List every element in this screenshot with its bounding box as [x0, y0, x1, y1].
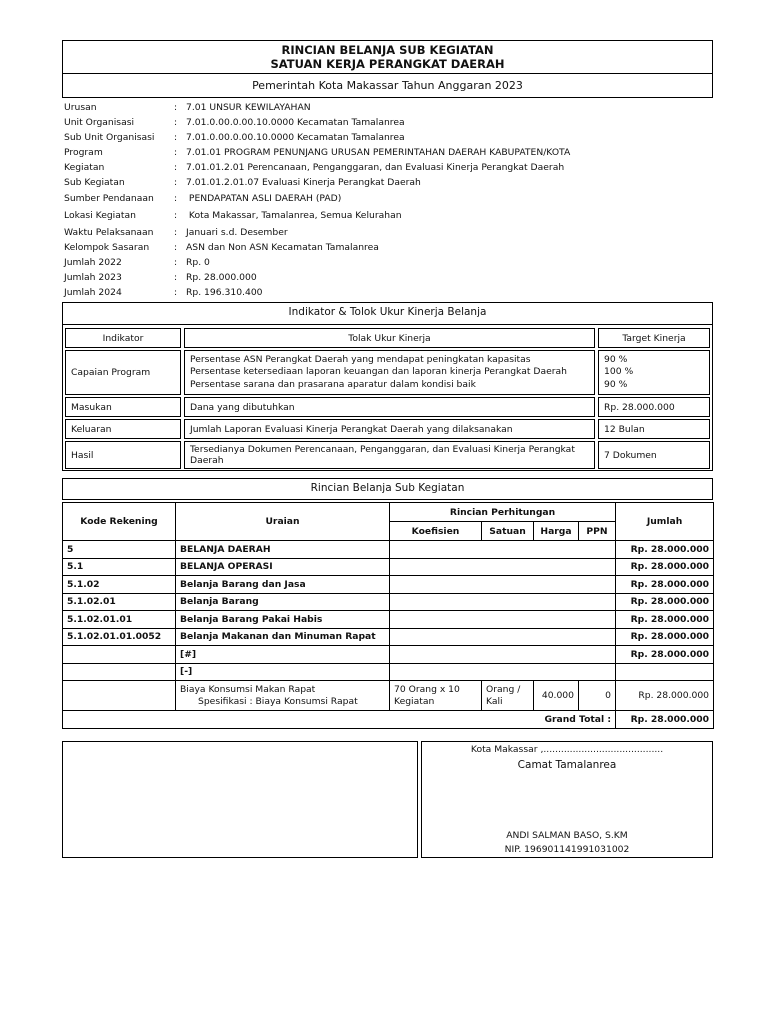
info-value: 7.01 UNSUR KEWILAYAHAN	[186, 102, 311, 114]
item-koefisien-cell	[390, 681, 482, 711]
col-ppn: PPN	[579, 522, 616, 541]
info-label: Jumlah 2024	[64, 287, 122, 299]
item-ppn-cell: 0	[579, 681, 616, 711]
item-uraian-line-1: Biaya Konsumsi Makan Rapat	[180, 683, 316, 695]
table-row	[63, 663, 714, 681]
capaian-tolak-3: Persentase sarana dan prasarana aparatur dalam kondisi baik	[190, 378, 476, 390]
info-label: Jumlah 2022	[64, 257, 122, 269]
item-satuan-line-2: Kali	[486, 695, 503, 707]
jumlah-cell: Rp. 28.000.000	[616, 611, 714, 629]
uraian-cell: [#]	[176, 646, 390, 664]
info-row	[64, 208, 714, 223]
document-title	[62, 43, 713, 71]
info-colon: :	[174, 132, 178, 144]
indikator-title-divider	[62, 324, 713, 325]
info-row	[64, 240, 714, 255]
header-divider	[62, 73, 713, 74]
perhitungan-cell	[390, 628, 616, 646]
kode-rekening-cell: 5.1.02.01.01	[63, 611, 176, 629]
hasil-target: 7 Dokumen	[598, 441, 710, 469]
item-koefisien-line-2: Kegiatan	[394, 695, 435, 707]
capaian-tolak-2: Persentase ketersediaan laporan keuangan dan laporan kinerja Perangkat Daerah	[190, 366, 567, 378]
document-subtitle: Pemerintah Kota Makassar Tahun Anggaran 2023	[252, 79, 523, 92]
info-label: Sub Unit Organisasi	[64, 132, 155, 144]
info-label: Lokasi Kegiatan	[64, 210, 136, 222]
perhitungan-cell	[390, 593, 616, 611]
kode-rekening-cell: 5.1.02.01	[63, 593, 176, 611]
info-colon: :	[174, 117, 178, 129]
info-label: Unit Organisasi	[64, 117, 135, 129]
uraian-cell: BELANJA OPERASI	[176, 558, 390, 576]
info-label: Program	[64, 147, 103, 159]
uraian-cell: Belanja Barang	[176, 593, 390, 611]
info-value: 7.01.01 PROGRAM PENUNJANG URUSAN PEMERINTAHAN DAERAH KABUPATEN/KOTA	[186, 147, 571, 159]
info-row	[64, 270, 714, 285]
jumlah-cell: Rp. 28.000.000	[616, 593, 714, 611]
table-row	[63, 541, 714, 559]
hasil-tolak-2: Daerah	[190, 455, 224, 466]
kode-rekening-cell: 5.1.02	[63, 576, 176, 594]
table-row	[63, 611, 714, 629]
masukan-target: Rp. 28.000.000	[598, 397, 710, 417]
info-colon: :	[174, 272, 178, 284]
kode-rekening-cell: 5	[63, 541, 176, 559]
info-colon: :	[174, 210, 178, 222]
item-harga-cell: 40.000	[534, 681, 579, 711]
info-value: ASN dan Non ASN Kecamatan Tamalanrea	[186, 242, 379, 254]
item-jumlah-cell: Rp. 28.000.000	[616, 681, 714, 711]
grand-total-label: Grand Total :	[63, 711, 616, 729]
uraian-cell: [-]	[176, 663, 390, 681]
capaian-target-2: 100 %	[604, 366, 634, 378]
table-row	[63, 593, 714, 611]
capaian-target-1: 90 %	[604, 353, 628, 365]
signature-nip: NIP. 196901141991031002	[504, 844, 630, 855]
kode-rekening-cell	[63, 663, 176, 681]
keluaran-label: Keluaran	[65, 419, 181, 439]
item-uraian-cell	[176, 681, 390, 711]
signature-name: ANDI SALMAN BASO, S.KM	[506, 830, 628, 841]
kode-rekening-cell	[63, 646, 176, 664]
col-target: Target Kinerja	[598, 328, 710, 348]
info-value: 7.01.0.00.0.00.10.0000 Kecamatan Tamalanrea	[186, 117, 405, 129]
perhitungan-cell	[390, 646, 616, 664]
masukan-tolak: Dana yang dibutuhkan	[184, 397, 595, 417]
signature-left-box	[62, 741, 418, 858]
info-value: Rp. 196.310.400	[186, 287, 263, 299]
keluaran-target: 12 Bulan	[598, 419, 710, 439]
info-row	[64, 160, 714, 175]
table-row	[63, 628, 714, 646]
capaian-tolak-1: Persentase ASN Perangkat Daerah yang mendapat peningkatan kapasitas	[190, 353, 531, 365]
col-satuan: Satuan	[482, 522, 534, 541]
capaian-tolak	[184, 350, 595, 395]
perhitungan-cell	[390, 558, 616, 576]
grand-total-row	[63, 711, 714, 729]
signature-place: Kota Makassar ,.........................................	[470, 744, 664, 755]
capaian-target-3: 90 %	[604, 378, 628, 390]
title-line-2: SATUAN KERJA PERANGKAT DAERAH	[270, 57, 505, 71]
col-uraian: Uraian	[176, 503, 390, 541]
info-value: 7.01.01.2.01.07 Evaluasi Kinerja Perangkat Daerah	[186, 177, 421, 189]
col-tolak-ukur: Tolak Ukur Kinerja	[184, 328, 595, 348]
info-value: 7.01.0.00.0.00.10.0000 Kecamatan Tamalanrea	[186, 132, 405, 144]
table-row	[63, 576, 714, 594]
info-value: PENDAPATAN ASLI DAERAH (PAD)	[186, 193, 342, 205]
jumlah-cell: Rp. 28.000.000	[616, 646, 714, 664]
table-row	[63, 646, 714, 664]
jumlah-cell: Rp. 28.000.000	[616, 628, 714, 646]
col-rincian-perhitungan: Rincian Perhitungan	[390, 503, 616, 522]
col-kode-rekening: Kode Rekening	[63, 503, 176, 541]
item-spesifikasi: Spesifikasi : Biaya Konsumsi Rapat	[198, 695, 358, 707]
kode-rekening-cell	[63, 681, 176, 711]
keluaran-tolak: Jumlah Laporan Evaluasi Kinerja Perangkat Daerah yang dilaksanakan	[184, 419, 595, 439]
table-row	[63, 558, 714, 576]
info-row	[64, 130, 714, 145]
item-satuan-line-1: Orang /	[486, 683, 521, 695]
info-colon: :	[174, 147, 178, 159]
info-row	[64, 225, 714, 240]
info-label: Urusan	[64, 102, 97, 114]
info-colon: :	[174, 177, 178, 189]
info-colon: :	[174, 242, 178, 254]
capaian-label: Capaian Program	[65, 350, 181, 395]
col-indikator: Indikator	[65, 328, 181, 348]
info-colon: :	[174, 102, 178, 114]
jumlah-cell: Rp. 28.000.000	[616, 576, 714, 594]
indikator-section-title: Indikator & Tolok Ukur Kinerja Belanja	[288, 306, 487, 318]
info-value: Januari s.d. Desember	[186, 227, 288, 239]
info-value: Rp. 28.000.000	[186, 272, 257, 284]
item-satuan-cell	[482, 681, 534, 711]
info-row	[64, 285, 714, 300]
title-line-1: RINCIAN BELANJA SUB KEGIATAN	[281, 43, 494, 57]
info-label: Sumber Pendanaan	[64, 193, 154, 205]
jumlah-cell: Rp. 28.000.000	[616, 541, 714, 559]
info-row	[64, 175, 714, 190]
hasil-tolak	[184, 441, 595, 469]
capaian-target	[598, 350, 710, 395]
uraian-cell: Belanja Barang Pakai Habis	[176, 611, 390, 629]
item-koefisien-line-1: 70 Orang x 10	[394, 683, 460, 695]
info-row	[64, 145, 714, 160]
perhitungan-cell	[390, 611, 616, 629]
info-colon: :	[174, 162, 178, 174]
perhitungan-cell	[390, 541, 616, 559]
grand-total-value: Rp. 28.000.000	[616, 711, 714, 729]
info-label: Kelompok Sasaran	[64, 242, 150, 254]
uraian-cell: Belanja Barang dan Jasa	[176, 576, 390, 594]
perhitungan-cell	[390, 576, 616, 594]
col-harga: Harga	[534, 522, 579, 541]
info-value: 7.01.01.2.01 Perencanaan, Penganggaran, dan Evaluasi Kinerja Perangkat Daerah	[186, 162, 565, 174]
info-colon: :	[174, 287, 178, 299]
info-row	[64, 255, 714, 270]
jumlah-cell	[616, 663, 714, 681]
rincian-section-title: Rincian Belanja Sub Kegiatan	[310, 482, 465, 494]
info-label: Jumlah 2023	[64, 272, 122, 284]
info-label: Sub Kegiatan	[64, 177, 125, 189]
info-value: Kota Makassar, Tamalanrea, Semua Kelurahan	[186, 210, 402, 222]
perhitungan-cell	[390, 663, 616, 681]
signature-position: Camat Tamalanrea	[517, 759, 617, 771]
table-header-row	[63, 503, 714, 522]
uraian-cell: BELANJA DAERAH	[176, 541, 390, 559]
hasil-label: Hasil	[65, 441, 181, 469]
uraian-cell: Belanja Makanan dan Minuman Rapat	[176, 628, 390, 646]
kode-rekening-cell: 5.1	[63, 558, 176, 576]
info-colon: :	[174, 227, 178, 239]
info-row	[64, 100, 714, 115]
info-colon: :	[174, 193, 178, 205]
info-row	[64, 115, 714, 130]
hasil-tolak-1: Tersedianya Dokumen Perencanaan, Penganggaran, dan Evaluasi Kinerja Perangkat	[190, 444, 575, 455]
info-value: Rp. 0	[186, 257, 210, 269]
kode-rekening-cell: 5.1.02.01.01.0052	[63, 628, 176, 646]
col-jumlah: Jumlah	[616, 503, 714, 541]
info-colon: :	[174, 257, 178, 269]
info-label: Waktu Pelaksanaan	[64, 227, 154, 239]
info-row	[64, 191, 714, 206]
rincian-table	[62, 502, 714, 729]
item-row	[63, 681, 714, 711]
col-koefisien: Koefisien	[390, 522, 482, 541]
masukan-label: Masukan	[65, 397, 181, 417]
jumlah-cell: Rp. 28.000.000	[616, 558, 714, 576]
info-label: Kegiatan	[64, 162, 105, 174]
